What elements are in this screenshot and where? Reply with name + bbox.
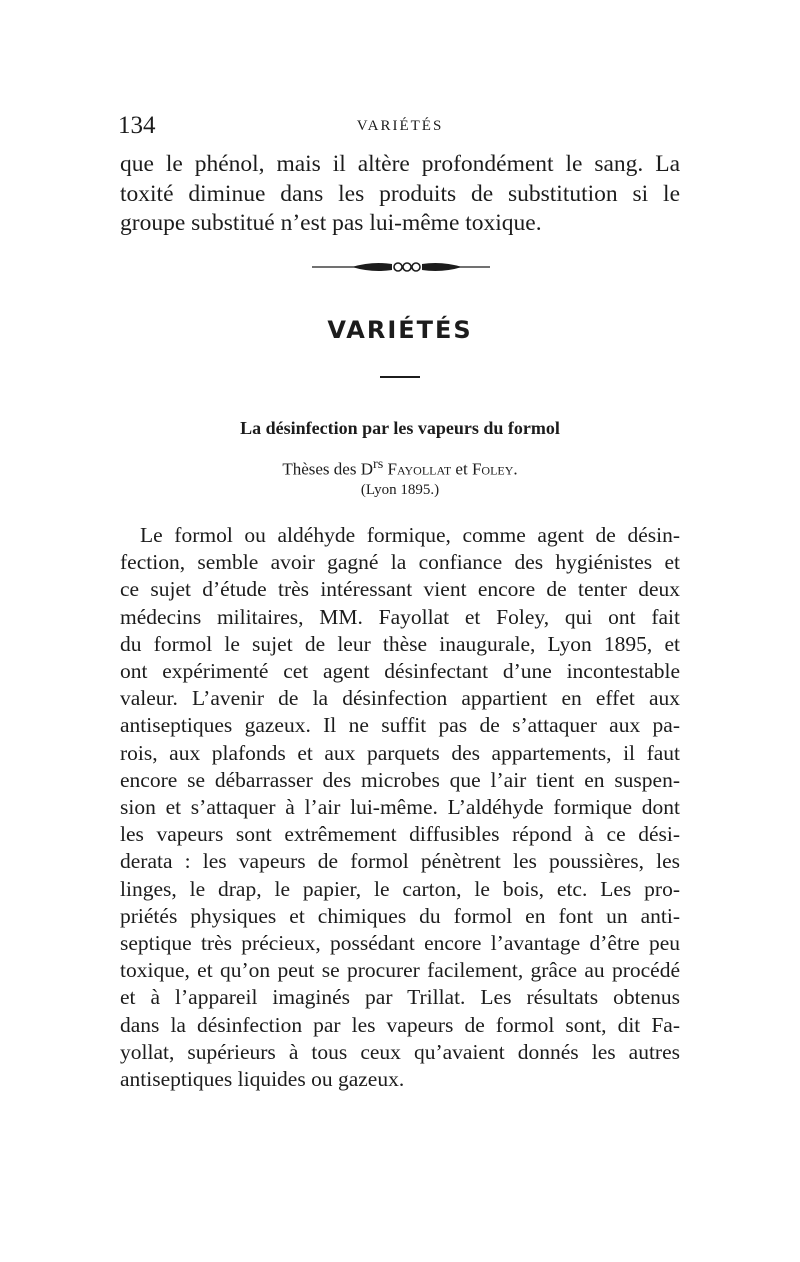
location-date: (Lyon 1895.) [360, 482, 440, 498]
text-line: du formol le sujet de leur thèse inaugurale, Lyon 1895, et [120, 631, 680, 656]
text-line: Le formol ou aldéhyde formique, comme agent de désin- [140, 523, 680, 547]
text-line: priétés physiques et chimiques du formol en font un anti- [120, 903, 680, 928]
page-number: 134 [118, 112, 156, 139]
thesis-credit [0, 456, 800, 480]
text-line: médecins militaires, MM. Fayollat et Foley, qui ont fait [120, 604, 680, 629]
author-name: Foley. [471, 459, 518, 479]
running-header [118, 112, 682, 144]
short-rule-divider [380, 376, 420, 378]
text-line: les vapeurs sont extrêmement diffusibles répond à ce dési- [120, 822, 680, 847]
text-line: antiseptiques liquides ou gazeux. [120, 1067, 405, 1092]
text-line: linges, le drap, le papier, le carton, le bois, etc. Les pro- [120, 876, 680, 901]
text-line: toxité diminue dans les produits de substitution si le [120, 180, 680, 207]
ornament-divider-icon [312, 258, 490, 274]
text-line: ont expérimenté cet agent désinfectant d’une incontestable [120, 659, 680, 684]
text-line: rois, aux plafonds et aux parquets des appartements, il faut [120, 740, 680, 765]
thesis-prefix: Thèses des D [282, 459, 373, 479]
text-line: ce sujet d’étude très intéressant vient encore de tenter deux [120, 577, 680, 602]
text-line: derata : les vapeurs de formol pénètrent les poussières, les [120, 849, 680, 874]
text-line: encore se débarrasser des microbes que l’air tient en suspen- [120, 767, 680, 792]
text-line: valeur. L’avenir de la désinfection appartient en effet aux [120, 686, 680, 711]
text-line: sion et s’attaquer à l’air lui-même. L’aldéhyde formique dont [120, 795, 680, 820]
section-title: VARIÉTÉS [327, 316, 473, 344]
conjunction: et [455, 459, 468, 479]
text-line: groupe substitué n’est pas lui-même toxique. [120, 210, 542, 236]
text-line: et à l’appareil imaginés par Trillat. Les résultats obtenus [120, 985, 680, 1010]
text-line: fection, semble avoir gagné la confiance des hygiénistes et [120, 550, 680, 575]
running-title: VARIÉTÉS [356, 118, 444, 134]
text-line: yollat, supérieurs à tous ceux qu’avaient donnés les autres [120, 1039, 680, 1064]
text-line: que le phénol, mais il altère profondément le sang. La [120, 151, 680, 177]
text-line: septique très précieux, possédant encore l’avantage d’être peu [120, 931, 680, 956]
thesis-superscript: rs [373, 456, 384, 472]
article-title: La désinfection par les vapeurs du formol [240, 418, 560, 438]
text-line: antiseptiques gazeux. Il ne suffit pas de s’attaquer aux pa- [120, 713, 680, 738]
article-body [120, 522, 680, 1093]
text-line: toxique, et qu’on peut se procurer facilement, grâce au procédé [120, 958, 680, 983]
author-name: Fayollat [387, 459, 452, 479]
text-line: dans la désinfection par les vapeurs de formol sont, dit Fa- [120, 1012, 680, 1037]
intro-paragraph [120, 150, 680, 239]
